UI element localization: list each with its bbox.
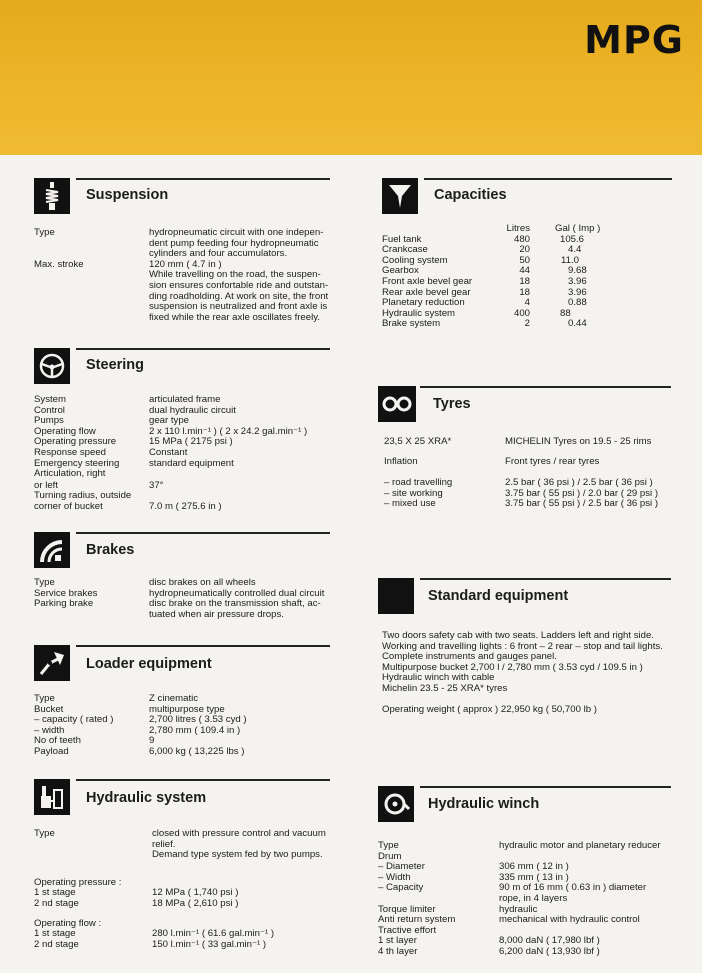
tyres-specs: 23,5 X 25 XRA* MICHELIN Tyres on 19.5 - 25 rims Inflation Front tyres / rear tyres – road travelling 2.5 bar ( 36 psi ) / 2.5 bar ( 36 psi ) – site working 3.75 bar ( 55 psi ) / 2.0 bar ( 29 psi ) – mixed use 3.75 bar ( 55 psi ) / 2.5 bar ( 36 psi ) xyxy=(384,436,659,510)
capacities-title: Capacities xyxy=(434,187,507,203)
capacities-section xyxy=(382,178,672,330)
list-item: Complete instruments and gauges panel. xyxy=(382,651,557,663)
list-item: Hydraulic winch with cable xyxy=(382,672,495,684)
steering-wheel-icon xyxy=(34,348,70,384)
funnel-icon xyxy=(382,178,418,214)
suspension-title: Suspension xyxy=(86,187,169,203)
hydraulic-system-section xyxy=(34,779,330,950)
loader-equipment-section xyxy=(34,645,330,758)
standard-equipment-icon xyxy=(378,578,414,614)
capacities-header-row: Litres Gal ( Imp ) xyxy=(506,223,601,234)
operating-weight: Operating weight ( approx ) 22,950 kg ( 50,700 lb ) xyxy=(382,703,597,715)
tyres-section xyxy=(378,386,671,510)
hydraulic-title: Hydraulic system xyxy=(86,790,207,806)
list-item: Two doors safety cab with two seats. Ladders left and right side. xyxy=(382,630,654,641)
list-item: Working and travelling lights : 6 front – 2 rear – stop and tail lights. xyxy=(382,640,663,652)
winch-drum-icon xyxy=(378,786,414,822)
hydraulic-pump-icon xyxy=(34,779,70,815)
brakes-section xyxy=(34,532,330,620)
tyres-icon xyxy=(378,386,416,422)
steering-title: Steering xyxy=(86,357,145,373)
standard-equipment-title: Standard equipment xyxy=(428,588,569,604)
list-item: Multipurpose bucket 2,700 l / 2,780 mm ( 3.53 cyd / 109.5 in ) xyxy=(382,661,643,673)
steering-section xyxy=(34,348,330,513)
brake-disc-icon xyxy=(34,532,70,568)
table-row: Cooling system 50 11.0 xyxy=(382,254,579,266)
brakes-title: Brakes xyxy=(86,542,135,558)
table-row: Crankcase 20 4.4 xyxy=(382,244,582,256)
table-row: Brake system 2 0.44 xyxy=(382,318,587,330)
hydraulic-winch-section xyxy=(378,786,671,958)
brand-logo: MPG xyxy=(584,18,684,62)
loader-title: Loader equipment xyxy=(86,656,212,672)
suspension-section xyxy=(34,178,330,323)
loader-bucket-icon xyxy=(34,645,70,681)
shock-absorber-icon xyxy=(34,178,70,214)
list-item: Michelin 23.5 - 25 XRA* tyres xyxy=(382,682,508,694)
standard-equipment-section xyxy=(378,578,671,715)
suspension-note: While travelling on the road, the suspen-sion ensures confortable ride and outstan-ding roadholding. At work on site, the front suspension is neutralized and front axle is fixed while the rear axle oscillates freely. xyxy=(149,269,329,323)
loader-specs: Type Z cinematic Bucket multipurpose type – capacity ( rated ) 2,700 litres ( 3.53 cyd ) – width 2,780 mm ( 109.4 in ) No of teeth 9 Payload 6,000 kg ( 13,225 lbs ) xyxy=(34,693,247,757)
tyres-title: Tyres xyxy=(433,396,471,412)
brakes-specs: Type disc brakes on all wheels Service brakes hydropneumatically controlled dual circuit Parking brake disc brake on the transmission shaft, ac-tuated when air pressure drops. xyxy=(34,577,325,620)
standard-equipment-list xyxy=(378,631,671,715)
winch-title: Hydraulic winch xyxy=(428,796,540,812)
suspension-specs: Type hydropneumatic circuit with one indepen-dent pump feeding four hydropneumatic cylinders and four accumulators. Max. stroke 120 mm ( 4.7 in ) While travelling on the road, the suspen-sion ensures confortable ride and outstan-ding roadholding. At work on site, the front suspension is neutralized and front axle is fixed while the rear axle oscillates freely. xyxy=(34,227,329,323)
steering-specs: System articulated frame Control dual hydraulic circuit Pumps gear type Operating flow 2 x 110 l.min⁻¹ ) ( 2 x 24.2 gal.min⁻¹ ) Operating pressure 15 MPa ( 2175 psi ) Response speed Constant Emergency steering standard equipment Articulation, right or left 37° Turning radius, outside corner of bucket 7.0 m ( 275.6 in ) xyxy=(34,394,308,512)
hydraulic-specs: Type closed with pressure control and vacuum relief. Demand type system fed by two pumps. Operating pressure : 1 st stage 12 MPa ( 1,740 psi ) 2 nd stage 18 MPa ( 2,610 psi ) Operating flow : 1 st stage 280 l.min⁻¹ ( 61.6 gal.min⁻¹ ) 2 nd stage 150 l.min⁻¹ ( 33 gal.min⁻¹ ) xyxy=(34,828,326,950)
winch-specs: Type hydraulic motor and planetary reducer Drum – Diameter 306 mm ( 12 in ) – Width 335 mm ( 13 in ) – Capacity 90 m of 16 mm ( 0.63 in ) diameter rope, in 4 layers Torque limiter hydraulic Anti return system mechanical with hydraulic control Tractive effort 1 st layer 8,000 daN ( 17,980 lbf ) 4 th layer 6,200 daN ( 13,930 lbf ) xyxy=(378,840,661,957)
table-row: Gearbox 44 9.68 xyxy=(382,265,587,277)
table-row: Front axle bevel gear 18 3.96 xyxy=(382,275,587,287)
table-row: Rear axle bevel gear 18 3.96 xyxy=(382,286,587,298)
table-row: Planetary reduction 4 0.88 xyxy=(382,297,587,309)
table-row: Hydraulic system 400 88 xyxy=(382,307,571,319)
capacities-table xyxy=(382,224,600,330)
table-row: Fuel tank 480 105.6 xyxy=(382,233,585,245)
